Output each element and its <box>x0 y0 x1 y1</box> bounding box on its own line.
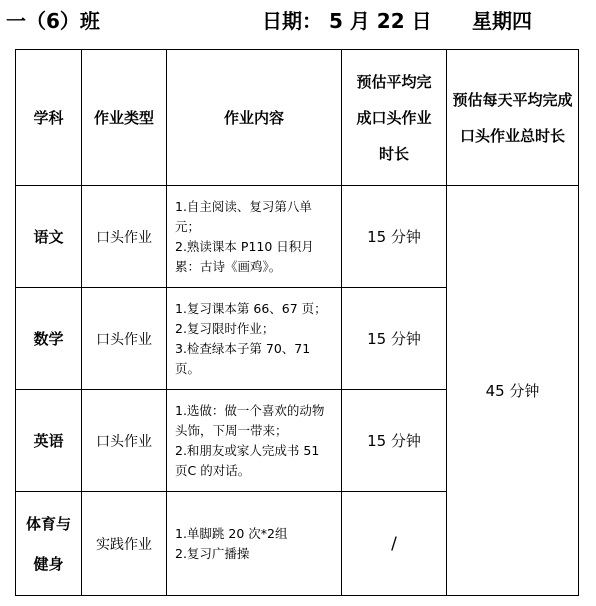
type-cell: 口头作业 <box>82 390 167 492</box>
subject-cell <box>16 492 82 596</box>
subject-cell-text: 体育与健身 <box>25 514 71 573</box>
homework-table <box>15 49 579 596</box>
duration-cell: 15 分钟 <box>342 390 447 492</box>
weekday-label: 星期四 <box>472 9 532 33</box>
page-header <box>0 4 596 38</box>
content-cell <box>167 492 342 596</box>
type-cell: 实践作业 <box>82 492 167 596</box>
daily-total-cell: 45 分钟 <box>447 186 579 596</box>
content-line: 3.检查绿本子第 70、71页。 <box>175 340 311 376</box>
table-row <box>16 186 579 288</box>
content-line: 1.自主阅读、复习第八单元； <box>175 198 312 234</box>
type-cell: 口头作业 <box>82 186 167 288</box>
col-header-daily-total <box>447 50 579 186</box>
class-title: 一（6）班 <box>6 9 100 33</box>
content-line: 1.复习课本第 66、67 页； <box>175 300 327 316</box>
col-header-daily-total-text: 预估每天平均完成口头作业总时长 <box>452 90 573 145</box>
col-header-content: 作业内容 <box>167 50 342 186</box>
content-line: 2.和朋友或家人完成书 51 页C 的对话。 <box>175 442 324 478</box>
content-line: 1.选做：做一个喜欢的动物头饰，下周一带来； <box>175 402 325 438</box>
duration-cell: 15 分钟 <box>342 288 447 390</box>
content-line: 2.复习广播操 <box>175 545 250 561</box>
content-cell <box>167 288 342 390</box>
subject-cell: 英语 <box>16 390 82 492</box>
duration-cell: 15 分钟 <box>342 186 447 288</box>
date-label: 日期： 5 月 22 日 <box>262 9 432 33</box>
table-header-row <box>16 50 579 186</box>
content-line: 2.熟读课本 P110 日积月累：古诗《画鸡》。 <box>175 238 314 274</box>
col-header-avg-time <box>342 50 447 186</box>
col-header-type: 作业类型 <box>82 50 167 186</box>
duration-cell: / <box>342 492 447 596</box>
subject-cell: 语文 <box>16 186 82 288</box>
content-line: 2.复习限时作业； <box>175 320 275 336</box>
type-cell: 口头作业 <box>82 288 167 390</box>
content-line: 1.单脚跳 20 次*2组 <box>175 525 288 541</box>
content-cell <box>167 390 342 492</box>
col-header-avg-time-text: 预估平均完成口头作业时长 <box>356 72 432 163</box>
col-header-subject: 学科 <box>16 50 82 186</box>
content-cell <box>167 186 342 288</box>
subject-cell: 数学 <box>16 288 82 390</box>
